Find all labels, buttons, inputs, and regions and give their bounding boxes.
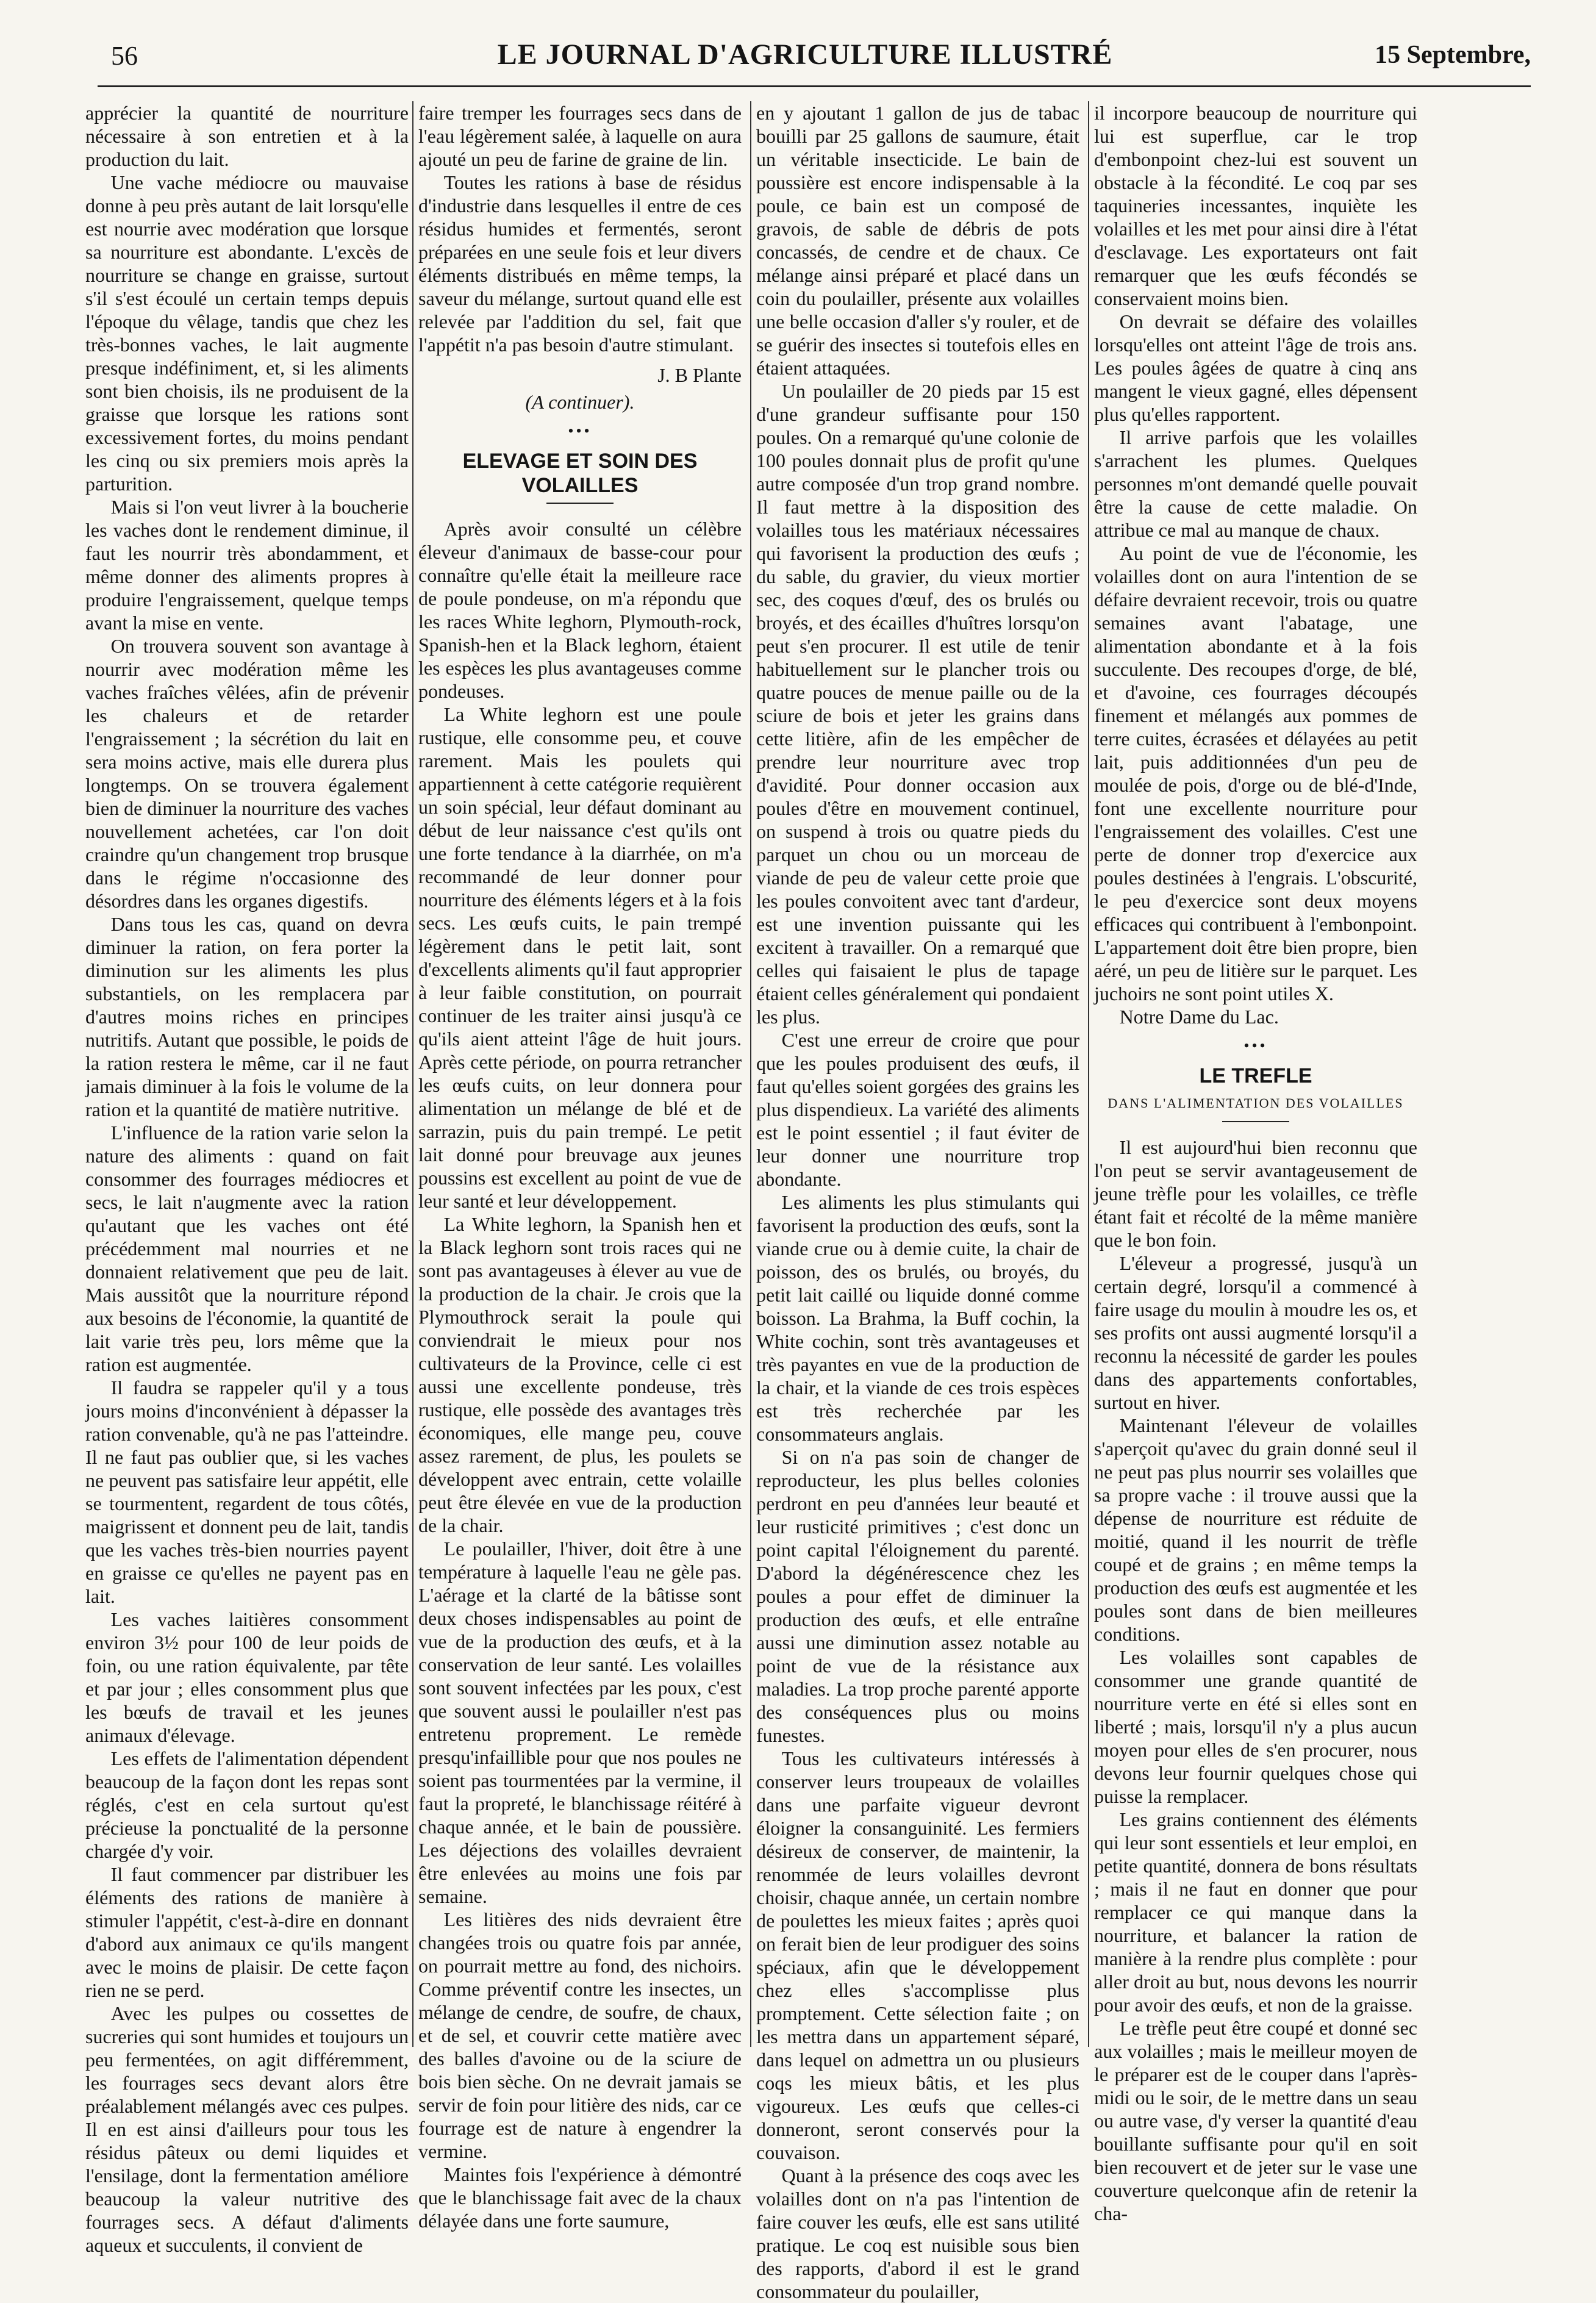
paragraph: Dans tous les cas, quand on devra diminuer la ration, on fera porter la diminution sur les aliments les plus substantiels, on les remplacera par d'autres moins riches en principes nutritifs. Autant que possible, le poids de la ration restera le même, car il ne faut jamais diminuer à la fois le volume de la ration et la quantité de matière nutritive. <box>85 913 409 1120</box>
paragraph: il incorpore beaucoup de nourriture qui lui est superflue, car le trop d'embonpoint chez-lui est souvent un obstacle à la fécondité. Le coq par ses taquineries incessantes, inquiète les volailles et les met pour ainsi dire à l'état d'esclavage. Les exportateurs ont fait remarquer que les œufs fécondés se conservaient moins bien. <box>1094 102 1417 309</box>
separator-ornament: ••• <box>568 422 592 440</box>
paragraph: Les volailles sont capables de consommer une grande quantité de nourriture verte en été si elles sont en liberté ; mais, lorsqu'il n'y a plus aucun moyen pour elles de s'en procurer, nous devons leur fournir quelques chose qui puisse la remplacer. <box>1094 1646 1417 1807</box>
paragraph: Il faut commencer par distribuer les éléments des rations de manière à stimuler l'appétit, c'est-à-dire en donnant d'abord aux animaux ce qu'ils mangent avec le moins de plaisir. De cette façon rien ne se perd. <box>85 1863 409 2001</box>
paragraph: Le poulailler, l'hiver, doit être à une température à laquelle l'eau ne gèle pas. L'aérage et la clarté de la bâtisse sont deux choses indispensables au point de vue de la production des œufs, et à la conservation de leur santé. Les volailles sont souvent infectées par les poux, c'est que souvent aussi le poulailler n'est pas entretenu proprement. Le remède presqu'infaillible pour que nos poules ne soient pas tourmentées par la vermine, il faut la propreté, le blanchissage réitéré à chaque année, et le bain de poussière. Les déjections des volailles devraient être enlevées au moins une fois par semaine. <box>418 1538 742 1907</box>
paragraph: Les grains contiennent des éléments qui leur sont essentiels et leur emploi, en petite quantité, donnera de bons résultats ; mais il ne faut en donner que pour remplacer ce qui manque dans la nourriture, et balancer la ration de manière à la rendre plus complète : pour aller droit au but, nous devons les nourrir pour avoir des œufs, et non de la graisse. <box>1094 1808 1417 2016</box>
paragraph: Les litières des nids devraient être changées trois ou quatre fois par année, on pourrait mettre au fond, des nichoirs. Comme préventif contre les insectes, un mélange de cendre, de soufre, de chaux, et de sel, et couvrir cette matière avec des balles d'avoine ou de la sciure de bois bien sèche. On ne devrait jamais se servir de foin pour litière des nids, car ce fourrage est de nature à engendrer la vermine. <box>418 1908 742 2162</box>
paragraph: La White leghorn, la Spanish hen et la Black leghorn sont trois races qui ne sont pas avantageuses à élever au vue de la production de la chair. Je crois que la Plymouthrock serait la poule qui conviendrait le mieux pour nos cultivateurs de la Province, celle ci est aussi une excellente pondeuse, très rustique, elle possède des avantages très économiques, elle mange peu, couve assez rarement, de plus, les poulets se développent avec entrain, cette volaille peut être élevée en vue de la production de la chair. <box>418 1213 742 1536</box>
paragraph: Maintes fois l'expérience à démontré que le blanchissage fait avec de la chaux délayée dans une forte saumure, <box>418 2163 742 2232</box>
column-3 <box>756 101 1079 2302</box>
paragraph: Avec les pulpes ou cossettes de sucreries qui sont humides et toujours un peu fermentées, on agit différemment, les fourrages secs devant alors être préalablement mélangés avec ces pulpes. Il en est ainsi d'ailleurs pour tous les résidus pâteux ou demi liquides et l'ensilage, dont la fermentation améliore beaucoup la valeur nutritive des fourrages secs. A défaut d'aliments aqueux et succulents, il convient de <box>85 2002 409 2256</box>
paragraph: Le trèfle peut être coupé et donné sec aux volailles ; mais le meilleur moyen de le préparer est de le couper dans l'après-midi ou le soir, de le mettre dans un seau ou autre vase, d'y verser la quantité d'eau bouillante suffisante pour qu'il en soit bien recouvert et de jeter sur le vase une couverture quelconque afin de retenir la cha- <box>1094 2017 1417 2224</box>
newspaper-title: LE JOURNAL D'AGRICULTURE ILLUSTRÉ <box>497 38 1113 71</box>
paragraph: On trouvera souvent son avantage à nourrir avec modération même les vaches fraîches vêlées, afin de prévenir les chaleurs et de retarder l'engraissement ; la sécrétion du lait en sera moins active, mais elle durera plus longtemps. On se trouvera également bien de diminuer la nourriture des vaches nouvellement achetées, car l'on doit craindre qu'un changement trop brusque dans le régime n'occasionne des désordres dans les organes digestifs. <box>85 635 409 912</box>
paragraph: L'éleveur a progressé, jusqu'à un certain degré, lorsqu'il a commencé à faire usage du moulin à moudre les os, et ses profits ont aussi augmenté lorsqu'il a reconnu la nécessité de garder les poules dans des appartements confortables, surtout en hiver. <box>1094 1252 1417 1413</box>
column-2 <box>418 101 742 2232</box>
column-divider <box>750 101 751 2047</box>
separator-ornament: ••• <box>1244 1037 1268 1055</box>
article-heading: LE TREFLE <box>1199 1064 1312 1087</box>
paragraph: L'influence de la ration varie selon la nature des aliments : quand on fait consommer des fourrages médiocres et secs, le lait n'augmente avec la ration qu'autant que les vaches ont été précédemment mal nourries et ne donnaient relativement que peu de lait. Mais aussitôt que la nourriture répond aux besoins de l'économie, la quantité de lait varie très peu, lors même que la ration est augmentée. <box>85 1122 409 1375</box>
paragraph: Il arrive parfois que les volailles s'arrachent les plumes. Quelques personnes m'ont demandé quelle pouvait être la cause de cette maladie. On attribue ce mal au manque de chaux. <box>1094 426 1417 541</box>
paragraph: en y ajoutant 1 gallon de jus de tabac bouilli par 25 gallons de saumure, était un véritable insecticide. Le bain de poussière est encore indispensable à la poule, ce bain est un composé de gravois, de sable de débris de pots concassés, de cendre et de chaux. Ce mélange ainsi préparé et placé dans un coin du poulailler, présente aux volailles une belle occasion d'aller s'y rouler, et de se guérir des insectes si toutefois elles en étaient attaquées. <box>756 102 1079 379</box>
paragraph: Mais si l'on veut livrer à la boucherie les vaches dont le rendement diminue, il faut les nourrir très abondamment, et même donner des aliments propres à produire l'engraissement, quelque temps avant la mise en vente. <box>85 496 409 634</box>
column-divider <box>412 101 413 2047</box>
paragraph: Si on n'a pas soin de changer de reproducteur, les plus belles colonies perdront en peu d'années leur beauté et leur rusticité primitives ; c'est donc un point capital l'éloignement du parenté. D'abord la dégénérescence chez les poules a pour effet de diminuer la production des œufs, et elle entraîne aussi une diminution assez notable au point de vue de la résistance aux maladies. La trop proche parenté apporte des conséquences plus ou moins funestes. <box>756 1446 1079 1746</box>
paragraph: Il faudra se rappeler qu'il y a tous jours moins d'inconvénient à dépasser la ration convenable, qu'à ne pas l'atteindre. Il ne faut pas oublier que, si les vaches ne peuvent pas satisfaire leur appétit, elle se tourmentent, regardent de tous côtés, maigrissent et donnent peu de lait, tandis que les vaches très-bien nourries payent en graisse ce qu'elles ne payent pas en lait. <box>85 1377 409 1607</box>
paragraph: faire tremper les fourrages secs dans de l'eau légèrement salée, à laquelle on aura ajouté un peu de farine de graine de lin. <box>418 102 742 170</box>
column-1 <box>85 101 409 2256</box>
paragraph: Les aliments les plus stimulants qui favorisent la production des œufs, sont la viande crue ou à demie cuite, la chair de poisson, des os brulés, ou broyés, du petit lait caillé ou liquide donné comme boisson. La Brahma, la Buff cochin, la White cochin, sont très avantageuses et très payantes en vue de la production de la chair, et la viande de ces trois espèces est très recherchée par les consommateurs anglais. <box>756 1191 1079 1445</box>
paragraph: Toutes les rations à base de résidus d'industrie dans lesquelles il entre de ces résidus humides et fermentés, seront préparées en une seule fois et leur divers éléments distribués en même temps, la saveur du mélange, surtout quand elle est relevée par l'addition du sel, fait que l'appétit n'a pas besoin d'autre stimulant. <box>418 171 742 356</box>
paragraph: Une vache médiocre ou mauvaise donne à peu près autant de lait lorsqu'elle est nourrie avec modération que lorsque sa nourriture est abondante. L'excès de nourriture se change en graisse, surtout s'il s'est écoulé un certain temps depuis l'époque du vêlage, tandis que chez les très-bonnes vaches, le lait augmente presque indéfiniment, et, si les aliments sont bien choisis, ils ne produisent de la graisse que lorsque les rations sont excessivement fortes, du moins pendant les cinq ou six premiers mois après la parturition. <box>85 171 409 495</box>
paragraph: Au point de vue de l'économie, les volailles dont on aura l'intention de se défaire devraient recevoir, trois ou quatre semaines avant l'abatage, une alimentation abondante et à la fois succulente. Des recoupes d'orge, de blé, et d'avoine, ces fourrages découpés finement et mélangés aux pommes de terre cuites, écrasées et délayées au petit lait, puis additionnées d'un peu de moulée de pois, d'orge ou de blé-d'Inde, font une excellente nourriture pour l'engraissement des volailles. C'est une perte de donner trop d'exercice aux poules destinées à l'engrais. L'obscurité, le peu d'exercice sont deux moyens efficaces qui contribuent à l'embonpoint. L'appartement doit être bien propre, bien aéré, un peu de litière sur le parquet. Les juchoirs ne sont point utiles X. <box>1094 542 1417 1005</box>
page-number: 56 <box>111 41 138 71</box>
masthead <box>79 35 1531 78</box>
paragraph: C'est une erreur de croire que pour que les poules produisent des œufs, il faut qu'elles soient gorgées des grains les plus dispendieux. La variété des aliments est le point essentiel ; il faut éviter de leur donner une nourriture trop abondante. <box>756 1029 1079 1190</box>
column-divider <box>1088 101 1089 2047</box>
paragraph: apprécier la quantité de nourriture nécessaire à son entretien et à la production du lait. <box>85 102 409 170</box>
paragraph: Après avoir consulté un célèbre éleveur d'animaux de basse-cour pour connaître qu'elle était la meilleure race de poule pondeuse, on m'a répondu que les races White leghorn, Plymouth-rock, Spanish-hen et la Black leghorn, étaient les espèces les plus avantageuses comme pondeuses. <box>418 518 742 702</box>
paragraph: Quant à la présence des coqs avec les volailles dont on n'a pas l'intention de faire couver les œufs, elle est sans utilité pratique. Le coq est nuisible sous bien des rapports, d'abord il est le grand consommateur du poulailler, <box>756 2165 1079 2302</box>
paragraph: Les effets de l'alimentation dépendent beaucoup de la façon dont les repas sont réglés, c'est en cela surtout qu'est précieuse la ponctualité de la personne chargée d'y voir. <box>85 1747 409 1862</box>
issue-date: 15 Septembre, <box>1375 41 1531 69</box>
paragraph: Il est aujourd'hui bien reconnu que l'on peut se servir avantageusement de jeune trèfle pour les volailles, ce trèfle étant fait et récolté de la même manière que le bon foin. <box>1094 1136 1417 1251</box>
paragraph: La White leghorn est une poule rustique, elle consomme peu, et couve rarement. Mais les poulets qui appartiennent à cette catégorie requièrent un soin spécial, leur défaut dominant au début de leur naissance c'est qu'ils ont une forte tendance à la diarrhée, on m'a recommandé de leur donner pour nourriture des éléments légers et à la fois secs. Les œufs cuits, le pain trempé légèrement dans le petit lait, sont d'excellents aliments qu'il faut approprier à leur faible constitution, on pourrait continuer de les traiter ainsi jusqu'à ce qu'ils aient atteint l'âge de huit jours. Après cette période, on pourra retrancher les œufs cuits, on leur donnera pour alimentation un mélange de blé et de sarrazin, puis du pain trempé. Le petit lait donné pour breuvage aux jeunes poussins est excellent au point de vue de leur santé et leur développement. <box>418 703 742 1212</box>
paragraph: Maintenant l'éleveur de volailles s'aperçoit qu'avec du grain donné seul il ne peut pas plus nourrir ses volailles que sa propre vache : il trouve aussi que la dépense de nourriture est réduite de moitié, quand il les nourrit de trèfle coupé et de grains ; en même temps la production des œufs est augmentée et les poules sont dans de bien meilleures conditions. <box>1094 1414 1417 1645</box>
heading-rule <box>546 503 614 504</box>
heading-rule <box>1222 1121 1289 1122</box>
article-signature: J. B Plante <box>657 364 742 386</box>
column-4 <box>1094 101 1417 2224</box>
paragraph: Un poulailler de 20 pieds par 15 est d'une grandeur suffisante pour 150 poules. On a remarqué qu'une colonie de 100 poules donnait plus de profit qu'une autre composée d'un trop grand nombre. Il faut mettre à la disposition des volailles tous les matériaux nécessaires qui favorisent la production des œufs ; du sable, du gravier, du vieux mortier sec, des coques d'œuf, des os brulés ou broyés, et des écailles d'huîtres lorsqu'on peut s'en procurer. Il est utile de tenir habituellement sur le plancher trois ou quatre pouces de menue paille ou de la sciure de bois et jeter les grains dans cette litière, afin de les empêcher de prendre leur nourriture avec trop d'avidité. Pour donner occasion aux poules d'être en mouvement continuel, on suspend à trois ou quatre pieds du parquet un chou ou un morceau de viande de peu de valeur cette proie que les poules convoitent avec tant d'ardeur, est une invention puissante qui les excitent à travailler. On a remarqué que celles qui faisaient le plus de tapage étaient celles généralement qui pondaient les plus. <box>756 380 1079 1028</box>
paragraph: On devrait se défaire des volailles lorsqu'elles ont atteint l'âge de trois ans. Les poules âgées de quatre à cinq ans mangent le vieux gagné, elles dépensent plus qu'elles rapportent. <box>1094 310 1417 425</box>
article-subheading: DANS L'ALIMENTATION DES VOLAILLES <box>1108 1095 1404 1111</box>
article-heading: ELEVAGE ET SOIN DES VOLAILLES <box>462 449 698 497</box>
paragraph: Tous les cultivateurs intéressés à conserver leurs troupeaux de volailles dans une parfaite vigueur devront éloigner la consanguinité. Les fermiers désireux de conserver, de maintenir, la renommée de leurs volailles devront choisir, chaque année, un certain nombre de poulettes les mieux faites ; après quoi on ferait bien de leur prodiguer des soins spéciaux, afin que le développement chez elles s'accomplisse plus promptement. Cette sélection faite ; on les mettra dans un appartement séparé, dans lequel on admettra un ou plusieurs coqs les mieux bâtis, et les plus vigoureux. Les œufs que celles-ci donneront, seront conservés pour la couvaison. <box>756 1747 1079 2163</box>
header-rule <box>98 85 1531 87</box>
article-signature: Notre Dame du Lac. <box>1119 1006 1279 1028</box>
continuation-note: (A continuer). <box>525 391 635 413</box>
paragraph: Les vaches laitières consomment environ 3½ pour 100 de leur poids de foin, ou une ration équivalente, par tête et par jour ; elles consomment plus que les bœufs de travail et les jeunes animaux d'élevage. <box>85 1608 409 1746</box>
